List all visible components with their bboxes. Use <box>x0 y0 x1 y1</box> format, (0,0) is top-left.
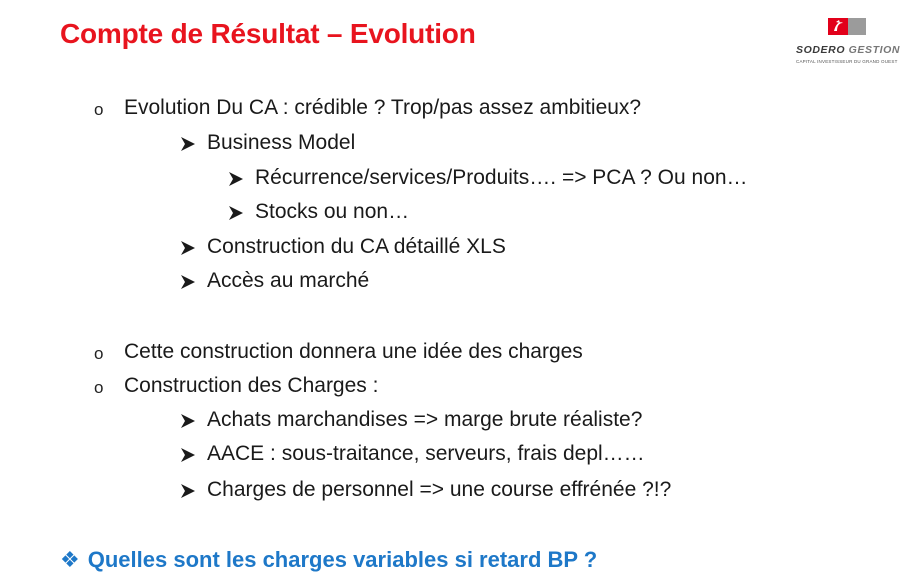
list-item: Charges de personnel => une course effrénée ?!? <box>207 478 672 501</box>
circle-bullet-icon: o <box>94 100 104 119</box>
list-item: Evolution Du CA : crédible ? Trop/pas assez ambitieux? <box>124 96 642 119</box>
logo-brand-part1: SODERO <box>796 44 846 56</box>
slide-title: Compte de Résultat – Evolution <box>60 18 476 49</box>
arrow-bullet-icon <box>228 205 244 221</box>
list-item: Cette construction donnera une idée des charges <box>124 340 583 363</box>
logo-brand-part2: GESTION <box>848 44 901 56</box>
arrow-bullet-icon <box>180 136 196 152</box>
logo-tagline: CAPITAL INVESTISSEUR DU GRAND OUEST <box>796 59 898 64</box>
list-item: Stocks ou non… <box>255 200 410 223</box>
list-item: Business Model <box>207 131 356 154</box>
logo-brand <box>796 44 900 56</box>
list-item: AACE : sous-traitance, serveurs, frais depl…… <box>207 442 645 465</box>
list-item: Construction des Charges : <box>124 374 379 397</box>
arrow-bullet-icon <box>180 483 196 499</box>
arrow-bullet-icon <box>228 171 244 187</box>
circle-bullet-icon: o <box>94 344 104 363</box>
diamond-bullet-icon: ❖ <box>60 547 80 572</box>
key-question-text: Quelles sont les charges variables si retard BP ? <box>87 547 598 572</box>
list-item: Accès au marché <box>207 269 370 292</box>
key-question <box>60 547 597 573</box>
sodero-gestion-logo <box>796 14 900 70</box>
logo-mark-icon <box>824 14 870 40</box>
arrow-bullet-icon <box>180 240 196 256</box>
list-item: Achats marchandises => marge brute réaliste? <box>207 408 643 431</box>
list-item: Récurrence/services/Produits…. => PCA ? Ou non… <box>255 166 748 189</box>
arrow-bullet-icon <box>180 274 196 290</box>
list-item: Construction du CA détaillé XLS <box>207 235 506 258</box>
arrow-bullet-icon <box>180 447 196 463</box>
circle-bullet-icon: o <box>94 378 104 397</box>
arrow-bullet-icon <box>180 413 196 429</box>
